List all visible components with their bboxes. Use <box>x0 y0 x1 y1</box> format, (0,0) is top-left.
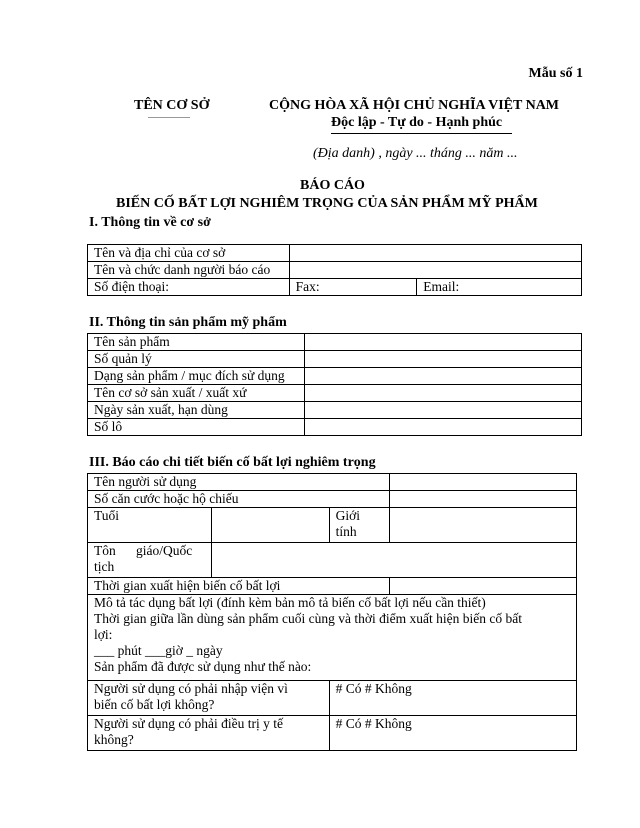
adverse-event-table <box>87 473 577 751</box>
manufacturer-field[interactable] <box>304 385 581 402</box>
user-name-field[interactable] <box>389 474 577 491</box>
product-info-table <box>87 333 582 436</box>
product-name-field[interactable] <box>304 334 581 351</box>
product-form-field[interactable] <box>304 368 581 385</box>
religion-nationality-label: Tôn giáo/Quốc tịch <box>88 543 212 578</box>
motto: Độc lập - Tự do - Hạnh phúc <box>331 115 503 130</box>
manufacture-date-field[interactable] <box>304 402 581 419</box>
reporter-field[interactable] <box>289 262 581 279</box>
phone-label[interactable]: Số điện thoại: <box>88 279 290 296</box>
batch-no-label: Số lô <box>88 419 305 436</box>
facility-name-address-field[interactable] <box>289 245 581 262</box>
report-subtitle: BIẾN CỐ BẤT LỢI NGHIÊM TRỌNG CỦA SẢN PHẨM MỸ PHẨM <box>116 196 538 211</box>
facility-info-table <box>87 244 582 296</box>
product-name-label: Tên sản phẩm <box>88 334 305 351</box>
id-number-field[interactable] <box>389 491 577 508</box>
gender-label: Giới tính <box>329 508 389 543</box>
reporter-label: Tên và chức danh người báo cáo <box>88 262 290 279</box>
section-2-heading: II. Thông tin sản phẩm mỹ phẩm <box>89 315 287 330</box>
manufacture-date-label: Ngày sản xuất, hạn dùng <box>88 402 305 419</box>
org-name-underline <box>148 117 190 118</box>
medical-treatment-label: Người sử dụng có phải điều trị y tế không? <box>88 716 330 751</box>
age-field[interactable] <box>211 508 329 543</box>
age-label: Tuổi <box>88 508 212 543</box>
section-3-heading: III. Báo cáo chi tiết biến cố bất lợi nghiêm trọng <box>89 455 376 470</box>
fax-label[interactable]: Fax: <box>289 279 417 296</box>
facility-name-address-label: Tên và địa chỉ của cơ sở <box>88 245 290 262</box>
product-form-label: Dạng sản phẩm / mục đích sử dụng <box>88 368 305 385</box>
gender-field[interactable] <box>389 508 577 543</box>
form-number: Mẫu số 1 <box>528 66 583 81</box>
country-name: CỘNG HÒA XÃ HỘI CHỦ NGHĨA VIỆT NAM <box>269 98 560 113</box>
medical-treatment-choice[interactable]: # Có # Không <box>329 716 576 751</box>
onset-time-field[interactable] <box>389 578 577 595</box>
onset-time-label: Thời gian xuất hiện biến cố bất lợi <box>88 578 390 595</box>
religion-nationality-field[interactable] <box>211 543 576 578</box>
user-name-label: Tên người sử dụng <box>88 474 390 491</box>
motto-underline <box>331 133 512 134</box>
place-date: (Địa danh) , ngày ... tháng ... năm ... <box>313 146 518 161</box>
registration-no-field[interactable] <box>304 351 581 368</box>
id-number-label: Số căn cước hoặc hộ chiếu <box>88 491 390 508</box>
hospitalization-choice[interactable]: # Có # Không <box>329 681 576 716</box>
manufacturer-label: Tên cơ sở sản xuất / xuất xứ <box>88 385 305 402</box>
email-label[interactable]: Email: <box>417 279 582 296</box>
report-title: BÁO CÁO <box>300 178 365 193</box>
event-description-cell[interactable]: Mô tả tác dụng bất lợi (đính kèm bản mô tả biến cố bất lợi nếu cần thiết) Thời gian giữa lần dùng sản phẩm cuối cùng và thời điểm xuất hiện biến cố bất lợi: ___ phút ___giờ _ ngày Sản phẩm đã được sử dụng như thế nào: <box>88 595 577 681</box>
hospitalization-label: Người sử dụng có phải nhập viện vì biến cố bất lợi không? <box>88 681 330 716</box>
section-1-heading: I. Thông tin về cơ sở <box>89 215 211 230</box>
registration-no-label: Số quản lý <box>88 351 305 368</box>
batch-no-field[interactable] <box>304 419 581 436</box>
org-name: TÊN CƠ SỞ <box>134 98 210 113</box>
